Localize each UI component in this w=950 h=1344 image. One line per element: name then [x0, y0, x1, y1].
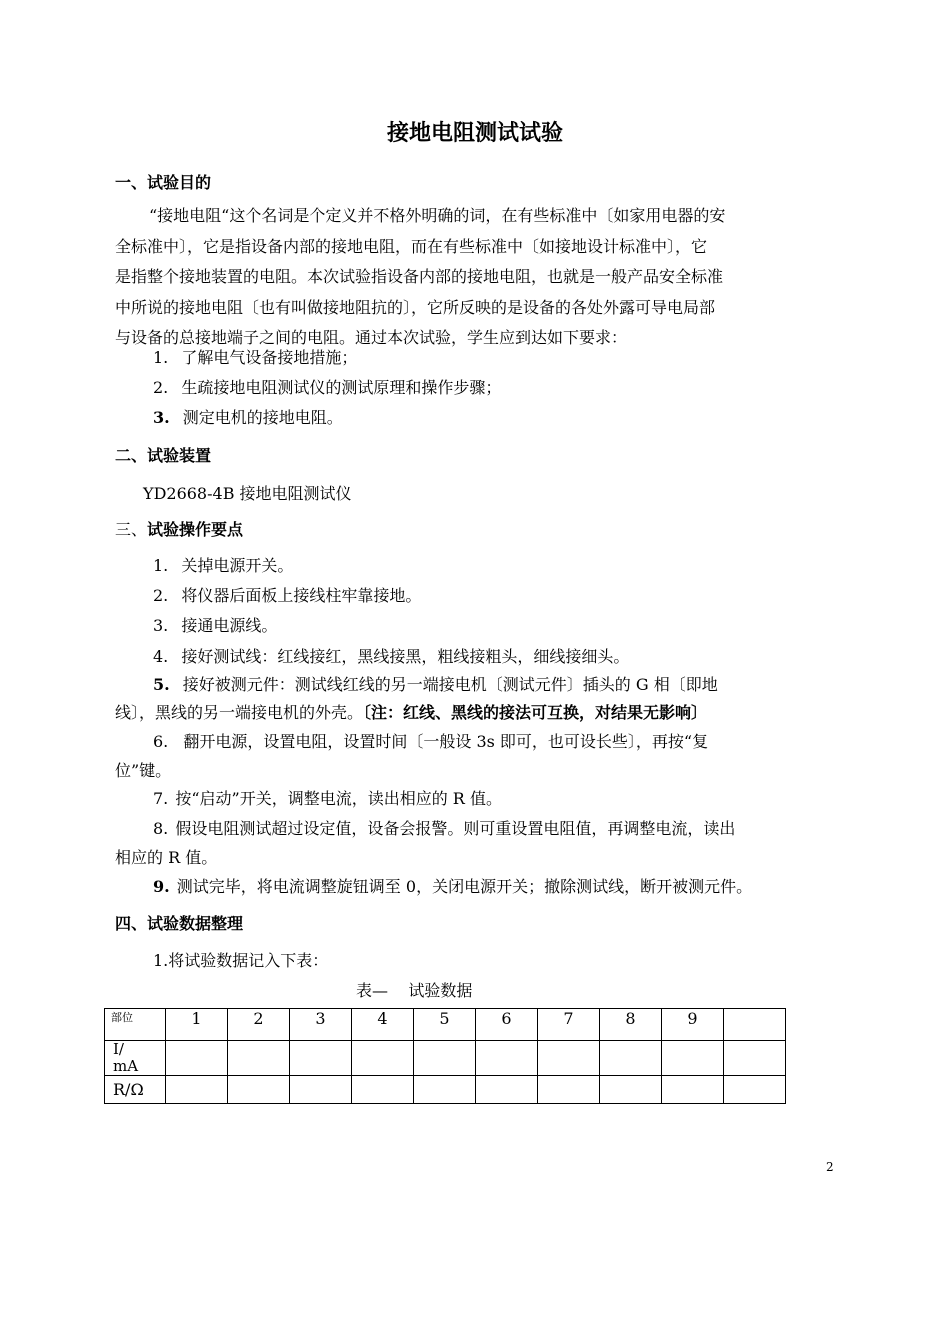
step-text: 测试完毕，将电流调整旋钮调至 0，关闭电源开关；撤除测试线，断开被测元件。	[176, 877, 753, 896]
step-item	[153, 583, 421, 606]
column-header: 5	[414, 1009, 476, 1041]
column-header: 8	[600, 1009, 662, 1041]
table-cell	[352, 1076, 414, 1104]
table-cell	[724, 1076, 786, 1104]
step-note: 〔注：红线、黑线的接法可互换，对结果无影响〕	[363, 703, 708, 722]
table-cell	[724, 1041, 786, 1076]
step-item	[153, 786, 502, 809]
column-header: 7	[538, 1009, 600, 1041]
column-header: 2	[228, 1009, 290, 1041]
step-text: 按“启动”开关，调整电流，读出相应的 R 值。	[175, 789, 502, 808]
column-header: 6	[476, 1009, 538, 1041]
device-name: YD2668-4B 接地电阻测试仪	[143, 484, 352, 503]
list-text: 测定电机的接地电阻。	[182, 408, 343, 427]
step-item	[153, 874, 752, 897]
column-header: 1	[166, 1009, 228, 1041]
list-number: 2.	[153, 378, 169, 397]
header-corner: 部位	[105, 1009, 166, 1041]
column-header: 3	[290, 1009, 352, 1041]
section-heading-data: 四、试验数据整理	[115, 914, 244, 933]
list-text: 了解电气设备接地措施；	[181, 348, 358, 367]
page-number: 2	[826, 1160, 834, 1174]
step-text: 关掉电源开关。	[181, 556, 294, 575]
step-number: 8.	[153, 819, 169, 838]
heading-prefix: 三、	[115, 520, 148, 539]
purpose-paragraph	[115, 201, 845, 354]
list-item	[153, 375, 501, 398]
list-number: 1.	[153, 348, 169, 367]
table-cell	[166, 1076, 228, 1104]
step-text: 翻开电源，设置电阻，设置时间〔一般设 3s 即可，也可设长些〕，再按“复	[183, 732, 709, 751]
step-text: 假设电阻测试超过设定值，设备会报警。则可重设置电阻值，再调整电流，读出	[175, 819, 736, 838]
step-item	[153, 672, 718, 695]
table-cell	[414, 1076, 476, 1104]
step-text: 将仪器后面板上接线柱牢靠接地。	[181, 586, 422, 605]
table-cell	[290, 1076, 352, 1104]
row-label: I/ mA	[105, 1041, 166, 1076]
step-item	[153, 553, 293, 576]
data-instruction: 1.将试验数据记入下表：	[153, 951, 329, 970]
table-cell	[228, 1041, 290, 1076]
step-number: 3.	[153, 616, 169, 635]
list-item	[153, 405, 343, 428]
step-number: 9.	[153, 877, 170, 896]
step-item	[153, 729, 708, 752]
list-item	[153, 345, 357, 368]
table-cell	[538, 1076, 600, 1104]
list-number: 3.	[153, 408, 170, 427]
column-header: 4	[352, 1009, 414, 1041]
paragraph-line: 中所说的接地电阻〔也有叫做接地阻抗的〕，它所反映的是设备的各处外露可导电局部	[115, 297, 716, 317]
section-heading-purpose: 一、试验目的	[115, 173, 212, 192]
step-item	[153, 816, 735, 839]
table-header-row	[105, 1009, 786, 1041]
paragraph-line: “接地电阻“这个名词是个定义并不格外明确的词，在有些标准中〔如家用电器的安	[149, 206, 726, 225]
table-cell	[476, 1076, 538, 1104]
step-number: 7.	[153, 789, 169, 808]
table-cell	[476, 1041, 538, 1076]
heading-text: 试验操作要点	[147, 520, 244, 539]
step-text: 接好测试线：红线接红，黑线接黑，粗线接粗头，细线接细头。	[181, 647, 630, 666]
step-continuation	[115, 700, 707, 723]
step-item	[153, 613, 277, 636]
step-item	[153, 644, 629, 667]
table-cell	[662, 1041, 724, 1076]
step-continuation: 相应的 R 值。	[115, 848, 218, 867]
table-cell	[228, 1076, 290, 1104]
table-caption: 表— 试验数据	[356, 981, 473, 1000]
step-text: 线〕，黑线的另一端接电机的外壳。	[115, 703, 364, 722]
table-row	[105, 1076, 786, 1104]
table-cell	[290, 1041, 352, 1076]
section-heading-apparatus: 二、试验装置	[115, 446, 212, 465]
table-cell	[166, 1041, 228, 1076]
section-heading-procedure	[115, 517, 243, 540]
column-header	[724, 1009, 786, 1041]
page-title: 接地电阻测试试验	[386, 121, 563, 146]
paragraph-line: 与设备的总接地端子之间的电阻。通过本次试验，学生应到达如下要求：	[115, 328, 628, 347]
table-cell	[600, 1076, 662, 1104]
table-cell	[414, 1041, 476, 1076]
table-cell	[600, 1041, 662, 1076]
column-header: 9	[662, 1009, 724, 1041]
table-cell	[662, 1076, 724, 1104]
row-label: R/Ω	[105, 1076, 166, 1104]
table-cell	[352, 1041, 414, 1076]
list-text: 生疏接地电阻测试仪的测试原理和操作步骤；	[181, 378, 502, 397]
table-row	[105, 1041, 786, 1076]
step-number: 2.	[153, 586, 169, 605]
step-number: 1.	[153, 556, 169, 575]
table-cell	[538, 1041, 600, 1076]
step-number: 4.	[153, 647, 169, 666]
step-text: 接好被测元件：测试线红线的另一端接电机〔测试元件〕插头的 G 相〔即地	[182, 675, 718, 694]
data-table	[104, 1008, 786, 1104]
step-number: 6.	[153, 732, 169, 751]
paragraph-line: 全标准中〕，它是指设备内部的接地电阻，而在有些标准中〔如接地设计标准中〕，它	[115, 236, 708, 256]
step-text: 接通电源线。	[181, 616, 278, 635]
step-number: 5.	[153, 675, 170, 694]
paragraph-line: 是指整个接地装置的电阻。本次试验指设备内部的接地电阻，也就是一般产品安全标准	[115, 267, 724, 286]
step-continuation: 位”键。	[115, 761, 172, 780]
